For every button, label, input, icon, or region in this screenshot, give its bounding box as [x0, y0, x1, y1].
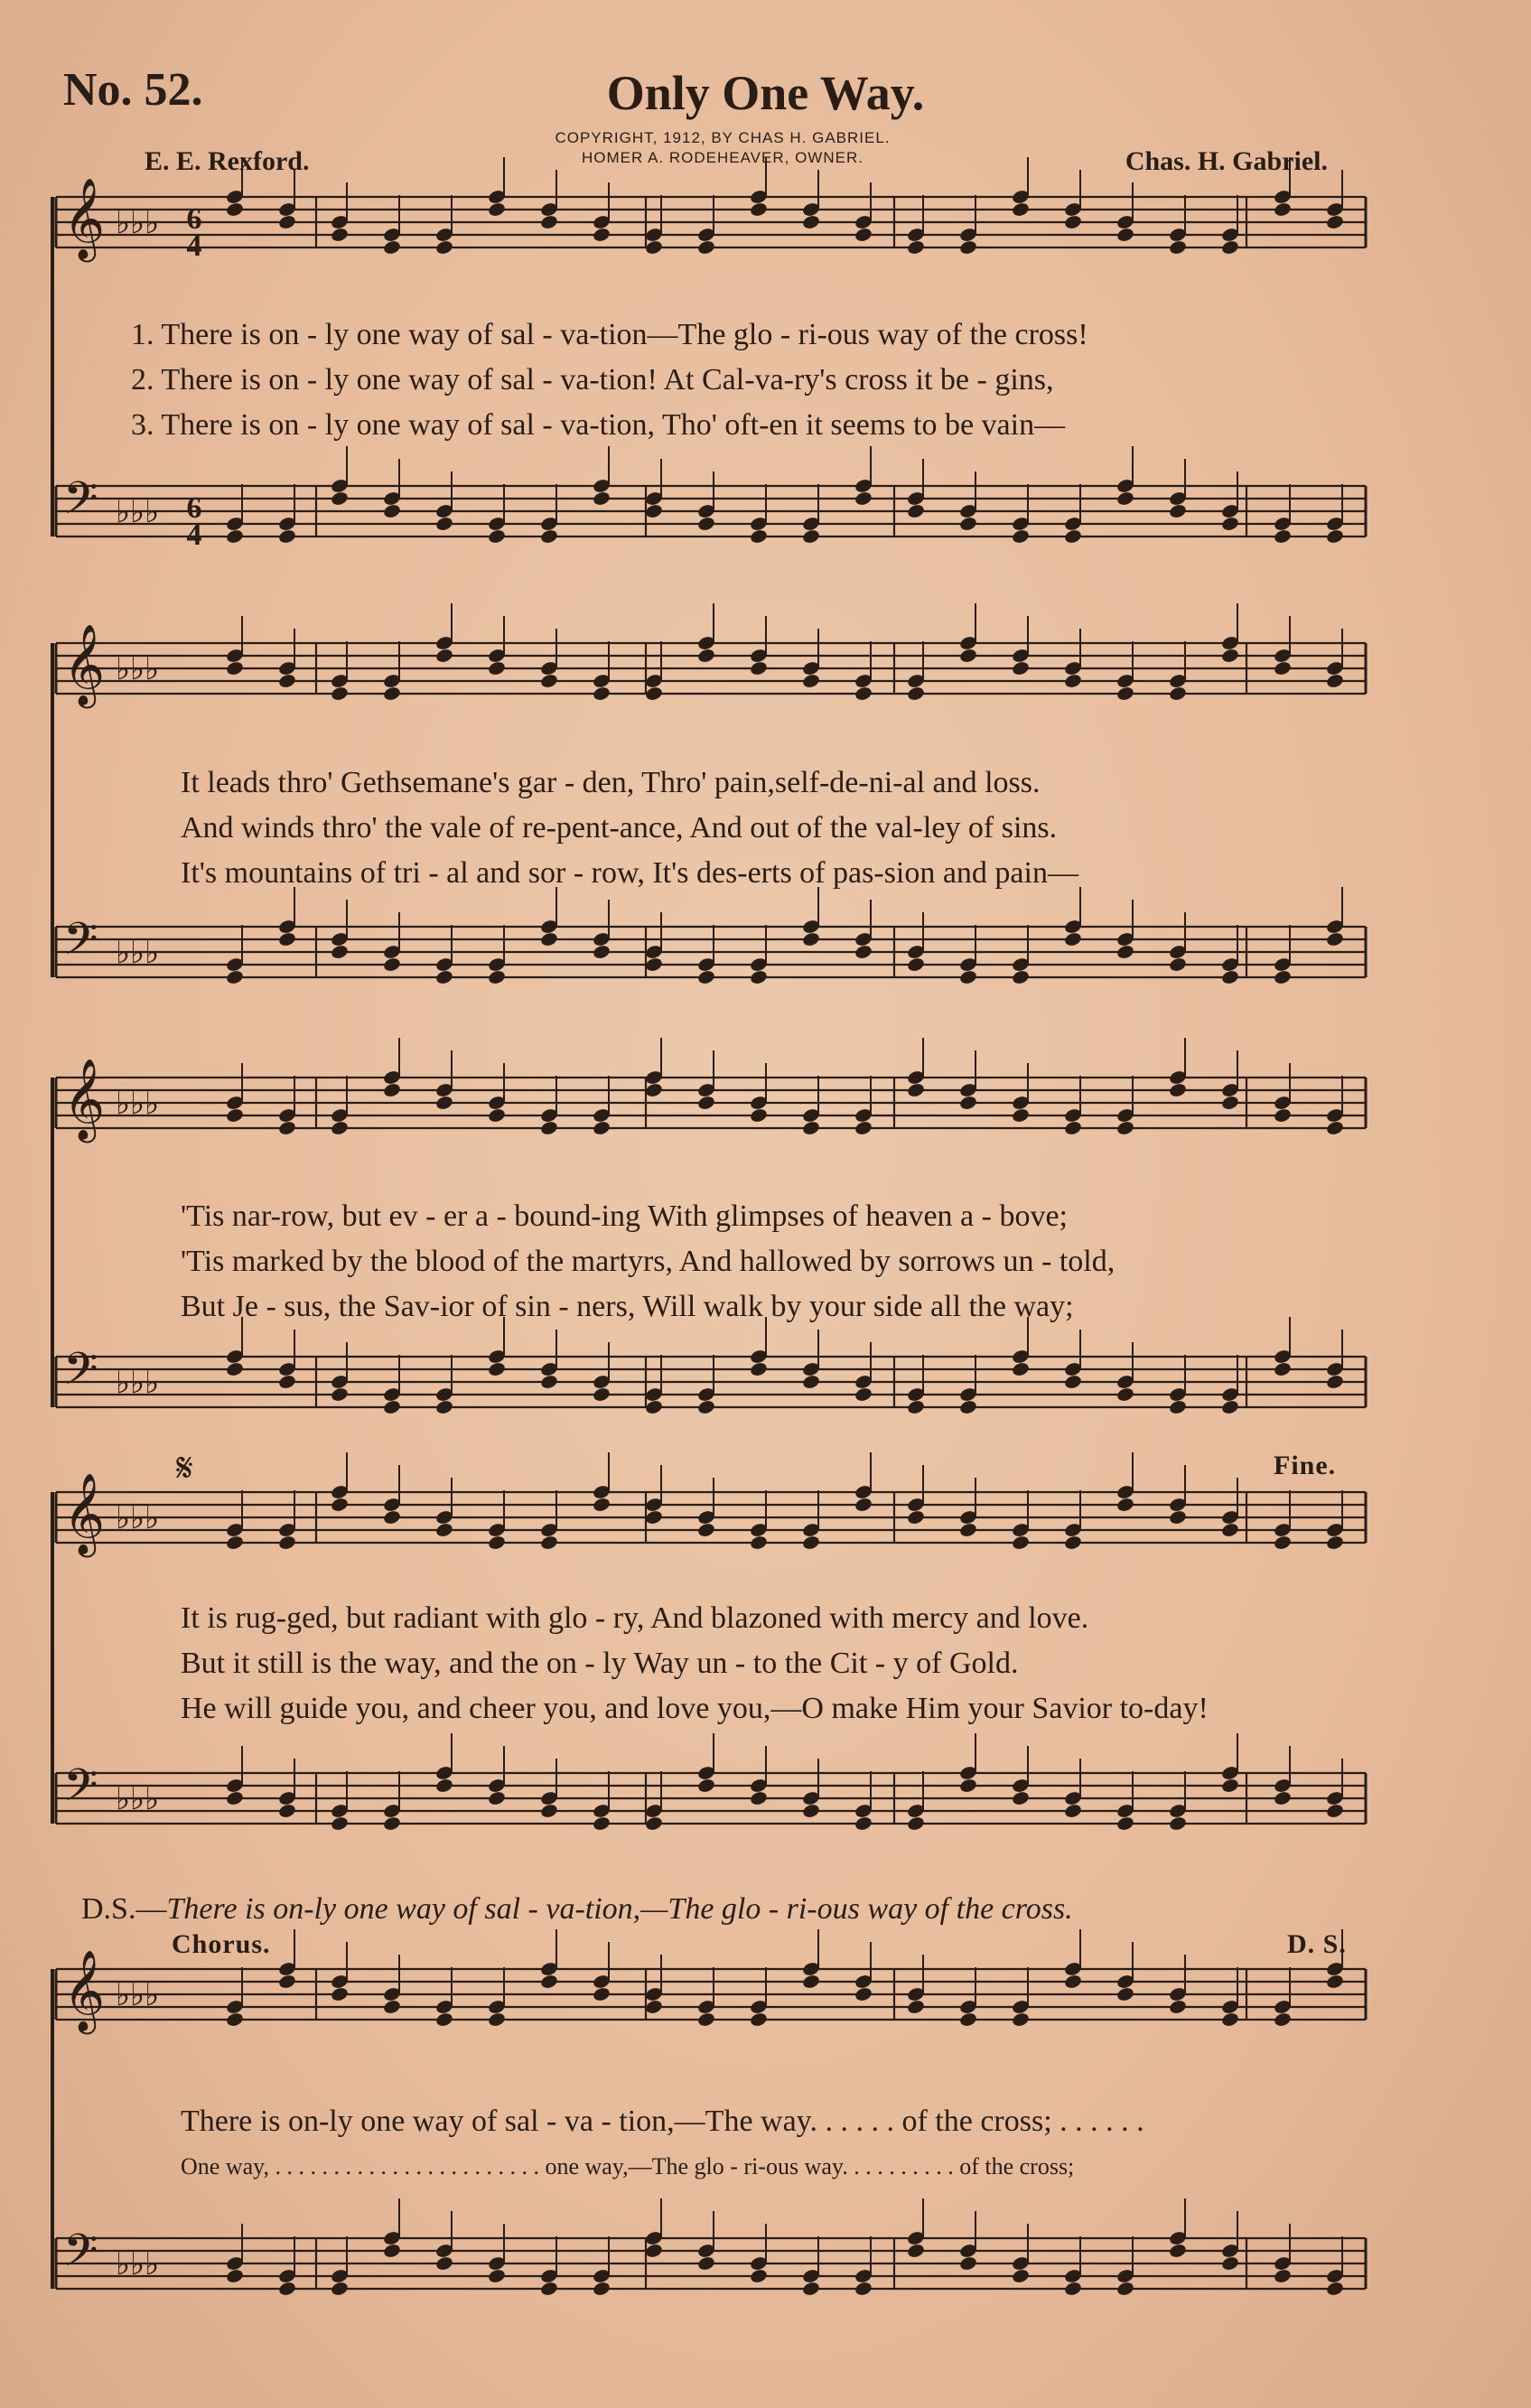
chorus-marker: Chorus. [172, 1929, 271, 1959]
lyric-system3-verse3: But Je - sus, the Sav-ior of sin - ners, Will walk by your side all the way; [181, 1290, 1074, 1323]
svg-text:♭♭♭: ♭♭♭ [116, 1086, 160, 1122]
svg-text:𝄞: 𝄞 [63, 624, 106, 705]
ds-instruction-line [81, 1892, 1073, 1927]
svg-text:♭♭♭: ♭♭♭ [116, 205, 160, 241]
svg-text:♭♭♭: ♭♭♭ [116, 1977, 160, 2013]
svg-text:𝄢: 𝄢 [63, 1759, 98, 1823]
hymn-number: No. 52. [63, 64, 203, 116]
lyric-system4-verse3: He will guide you, and cheer you, and love you,—O make Him your Savior to-day! [181, 1692, 1209, 1725]
svg-text:𝄢: 𝄢 [63, 2225, 98, 2288]
time-signature-treble [181, 202, 208, 263]
time-signature-bass [181, 491, 208, 552]
lyric-system3-verse1: 'Tis nar-row, but ev - er a - bound-ing With glimpses of heaven a - bove; [181, 1199, 1068, 1233]
copyright-line-1: COPYRIGHT, 1912, BY CHAS H. GABRIEL. [555, 129, 891, 146]
lyricist: E. E. Rexford. [145, 146, 310, 176]
lyric-system3-verse2: 'Tis marked by the blood of the martyrs, And hallowed by sorrows un - told, [181, 1245, 1116, 1278]
ds-marker: D. S. [1287, 1929, 1347, 1959]
ds-text: There is on-ly one way of sal - va-tion,—The glo - ri-ous way of the cross. [166, 1892, 1073, 1926]
svg-text:♭♭♭: ♭♭♭ [116, 1365, 160, 1401]
ds-label: D.S.— [81, 1892, 167, 1926]
lyric-system2-verse3: It's mountains of tri - al and sor - row, It's des-erts of pas-sion and pain— [181, 856, 1078, 890]
composer: Chas. H. Gabriel. [1125, 146, 1328, 176]
lyric-system2-verse2: And winds thro' the vale of re-pent-ance, And out of the val-ley of sins. [181, 811, 1058, 845]
chorus-bass-lyric: One way, . . . . . . . . . . . . . . . . . . . . . . . one way,—The glo - ri-ous way. . . . . . . . . . of the cross; [181, 2153, 1075, 2179]
time-signature-bottom: 4 [186, 518, 202, 552]
svg-text:♭♭♭: ♭♭♭ [116, 651, 160, 687]
svg-text:♭♭♭: ♭♭♭ [116, 935, 160, 971]
svg-text:𝄢: 𝄢 [63, 472, 98, 536]
svg-text:𝄞: 𝄞 [63, 1950, 106, 2031]
segno-sign: 𝄋 [176, 1446, 194, 1490]
svg-text:𝄞: 𝄞 [63, 1473, 106, 1554]
time-signature-bottom: 4 [186, 229, 202, 263]
copyright-line-2: HOMER A. RODEHEAVER, OWNER. [582, 149, 864, 166]
fine-marker: Fine. [1274, 1451, 1337, 1480]
lyric-system2-verse1: It leads thro' Gethsemane's gar - den, Thro' pain,self-de-ni-al and loss. [181, 766, 1041, 799]
svg-text:♭♭♭: ♭♭♭ [116, 2246, 160, 2282]
svg-text:♭♭♭: ♭♭♭ [116, 1500, 160, 1536]
svg-text:𝄞: 𝄞 [63, 178, 106, 259]
lyric-system4-verse1: It is rug-ged, but radiant with glo - ry, And blazoned with mercy and love. [181, 1601, 1089, 1635]
time-signature-top: 6 [186, 202, 202, 236]
lyric-system1-verse3: 3. There is on - ly one way of sal - va-tion, Tho' oft-en it seems to be vain— [131, 408, 1066, 442]
svg-text:𝄢: 𝄢 [63, 1343, 98, 1406]
lyric-system1-verse1: 1. There is on - ly one way of sal - va-tion—The glo - ri-ous way of the cross! [131, 318, 1088, 351]
svg-text:𝄞: 𝄞 [63, 1059, 106, 1140]
lyric-system1-verse2: 2. There is on - ly one way of sal - va-tion! At Cal-va-ry's cross it be - gins, [131, 363, 1054, 397]
svg-text:♭♭♭: ♭♭♭ [116, 494, 160, 530]
svg-text:♭♭♭: ♭♭♭ [116, 1781, 160, 1817]
svg-text:𝄢: 𝄢 [63, 913, 98, 976]
chorus-lyric: There is on-ly one way of sal - va - tion,—The way. . . . . . of the cross; . . . . . . [181, 2105, 1144, 2138]
time-signature-top: 6 [186, 491, 202, 525]
hymn-title: Only One Way. [606, 66, 925, 120]
lyric-system4-verse2: But it still is the way, and the on - ly Way un - to the Cit - y of Gold. [181, 1647, 1019, 1680]
